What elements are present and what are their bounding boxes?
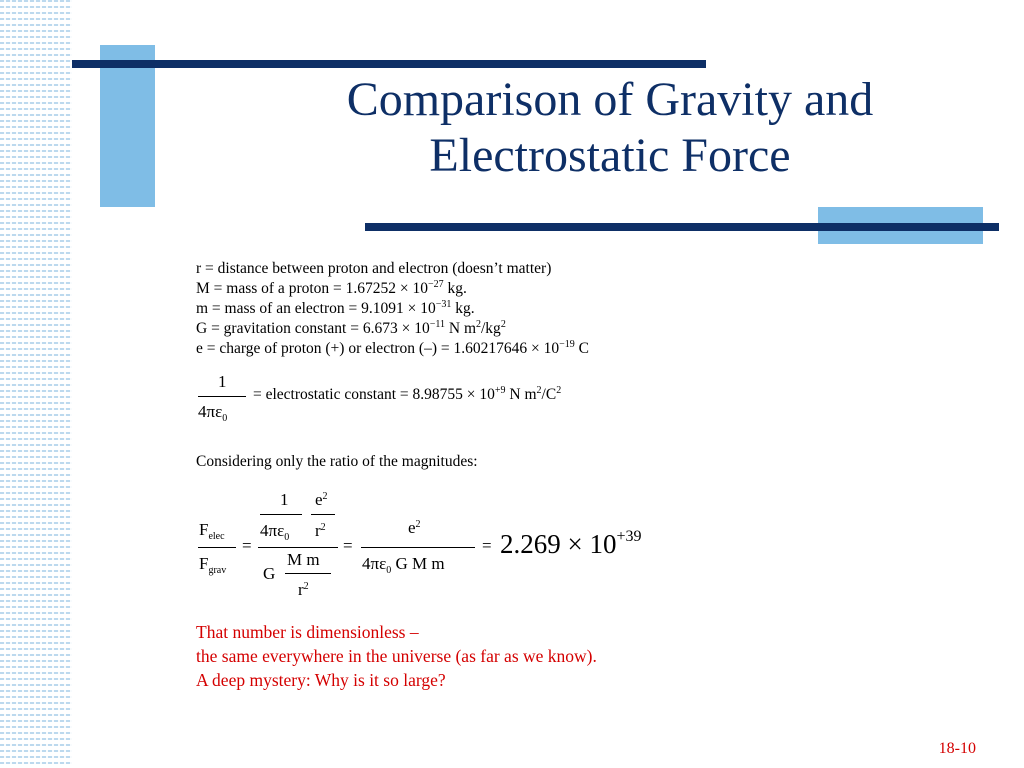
den-G: G — [263, 564, 276, 583]
title-line-1: Comparison of Gravity and — [346, 73, 874, 126]
num-Mm: M m — [287, 550, 320, 569]
bottom-rule — [365, 223, 999, 231]
simp-den: $4\pi\varepsilon_0$ G M m — [362, 554, 445, 576]
note-line-1: That number is dimensionless – — [196, 622, 419, 642]
def-m: m = mass of an electron = $9.1091 \times 10^{-31}$ kg. — [196, 299, 475, 317]
result-value: $2.269 \times 10^{+39}$ — [500, 528, 642, 559]
inner-line-1b — [311, 514, 335, 515]
f-grav: $F_{grav}$ — [199, 554, 227, 576]
note-line-3: A deep mystery: Why is it so large? — [196, 670, 446, 690]
def-M: M = mass of a proton = $1.67252 \times 10^{-27}$ kg. — [196, 279, 467, 297]
note-line-2: the same everywhere in the universe (as far as we know). — [196, 646, 597, 666]
simp-fraction-line — [361, 547, 475, 548]
den-r-sq: $r^2$ — [315, 521, 326, 540]
page-number: 18-10 — [938, 740, 976, 757]
f-ratio-line — [198, 547, 236, 548]
def-r: r = distance between proton and electron (doesn’t matter) — [196, 260, 552, 277]
def-G: G = gravitation constant = $6.673 \times 10^{-11}$ N $m^2/kg^2$ — [196, 319, 506, 337]
inner-line-2 — [285, 573, 331, 574]
definitions-list — [196, 259, 589, 359]
den-4pieps: $4\pi\varepsilon_0$ — [260, 521, 290, 543]
k-definition: = electrostatic constant = $8.98755 \times 10^{+9}$ N $m^2/C^2$ — [253, 385, 562, 403]
num-e-sq: $e^2$ — [315, 490, 328, 509]
equals-3: = — [482, 536, 492, 555]
k-denominator: $4\pi\varepsilon_0$ — [198, 402, 228, 424]
slide-title — [205, 72, 1015, 184]
equals-2: = — [343, 536, 353, 555]
den-r-sq-2: $r^2$ — [298, 580, 309, 599]
ratio-intro: Considering only the ratio of the magnitudes: — [196, 453, 478, 470]
def-e: e = charge of proton (+) or electron (–) = $1.60217646 \times 10^{-19}$ C — [196, 339, 589, 357]
title-line-2: Electrostatic Force — [429, 129, 791, 182]
accent-block-left — [100, 45, 155, 207]
main-fraction-line — [258, 547, 338, 548]
k-fraction-line — [198, 396, 246, 397]
simp-num: $e^2$ — [408, 518, 421, 537]
inner-line-1a — [260, 514, 302, 515]
f-elec: $F_{elec}$ — [199, 520, 225, 542]
num-one: 1 — [280, 490, 289, 509]
k-numerator: 1 — [218, 372, 227, 391]
equals-1: = — [242, 536, 252, 555]
notes — [196, 620, 597, 692]
top-rule — [72, 60, 706, 68]
striped-margin-overlay — [0, 0, 72, 768]
